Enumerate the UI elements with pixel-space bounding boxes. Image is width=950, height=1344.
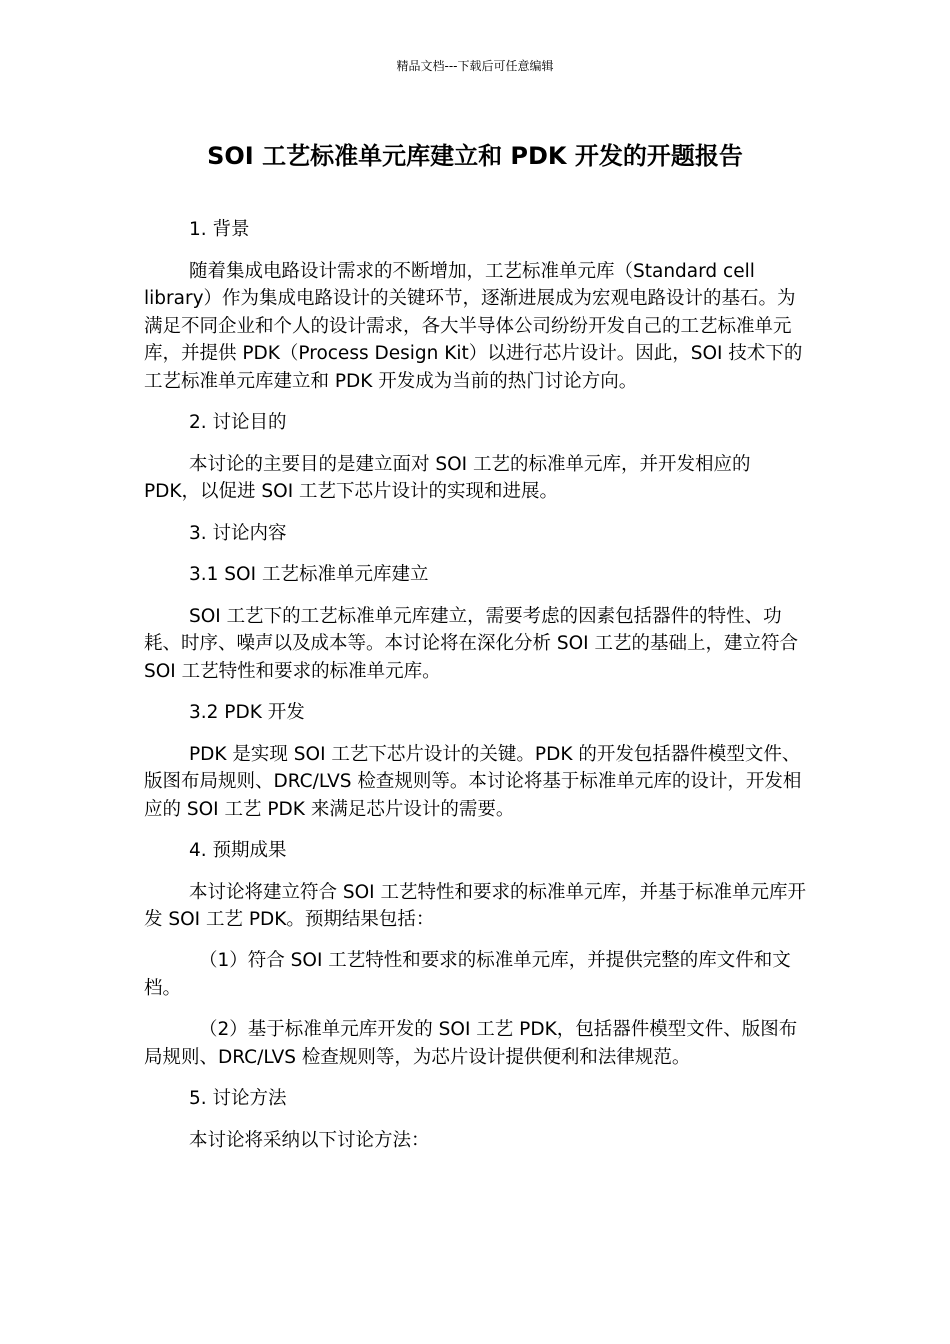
subsection-heading-library: 3.1 SOI 工艺标准单元库建立 — [189, 564, 429, 586]
section-heading-content: 3. 讨论内容 — [189, 522, 287, 544]
paragraph-expected-results: 本讨论将建立符合 SOI 工艺特性和要求的标准单元库，并基于标准单元库开发 SOI 工艺 PDK。预期结果包括： — [144, 881, 807, 931]
paragraph-library: SOI 工艺下的工艺标准单元库建立，需要考虑的因素包括器件的特性、功耗、时序、噪声以及成本等。本讨论将在深化分析 SOI 工艺的基础上，建立符合 SOI 工艺特性和要求的标准单元库。 — [144, 605, 799, 682]
paragraph-pdk: PDK 是实现 SOI 工艺下芯片设计的关键。PDK 的开发包括器件模型文件、版图布局规则、DRC/LVS 检查规则等。本讨论将基于标准单元库的设计，开发相应的 SOI 工艺 PDK 来满足芯片设计的需要。 — [144, 743, 802, 820]
section-heading-purpose: 2. 讨论目的 — [189, 412, 287, 434]
document-body — [144, 216, 808, 1168]
list-item-result-1: （1）符合 SOI 工艺特性和要求的标准单元库，并提供完整的库文件和文档。 — [144, 950, 791, 1000]
subsection-heading-pdk: 3.2 PDK 开发 — [189, 702, 305, 724]
list-item-result-2: （2）基于标准单元库开发的 SOI 工艺 PDK，包括器件模型文件、版图布局规则、DRC/LVS 检查规则等，为芯片设计提供便利和法律规范。 — [144, 1019, 798, 1068]
page-header-note: 精品文档---下载后可任意编辑 — [396, 59, 554, 73]
document-title: SOI 工艺标准单元库建立和 PDK 开发的开题报告 — [207, 142, 743, 170]
section-heading-expected-results: 4. 预期成果 — [189, 840, 287, 862]
paragraph-methods: 本讨论将采纳以下讨论方法： — [189, 1129, 430, 1151]
paragraph-background: 随着集成电路设计需求的不断增加，工艺标准单元库（Standard cell library）作为集成电路设计的关键环节，逐渐进展成为宏观电路设计的基石。为满足不同企业和个人的设计需求，各大半导体公司纷纷开发自己的工艺标准单元库，并提供 PDK（Process Design Kit）以进行芯片设计。因此，SOI 技术下的工艺标准单元库建立和 PDK 开发成为当前的热门讨论方向。 — [144, 260, 803, 392]
section-heading-methods: 5. 讨论方法 — [189, 1088, 287, 1109]
section-heading-background: 1. 背景 — [189, 219, 250, 240]
paragraph-purpose: 本讨论的主要目的是建立面对 SOI 工艺的标准单元库，并开发相应的 PDK，以促进 SOI 工艺下芯片设计的实现和进展。 — [144, 453, 751, 503]
